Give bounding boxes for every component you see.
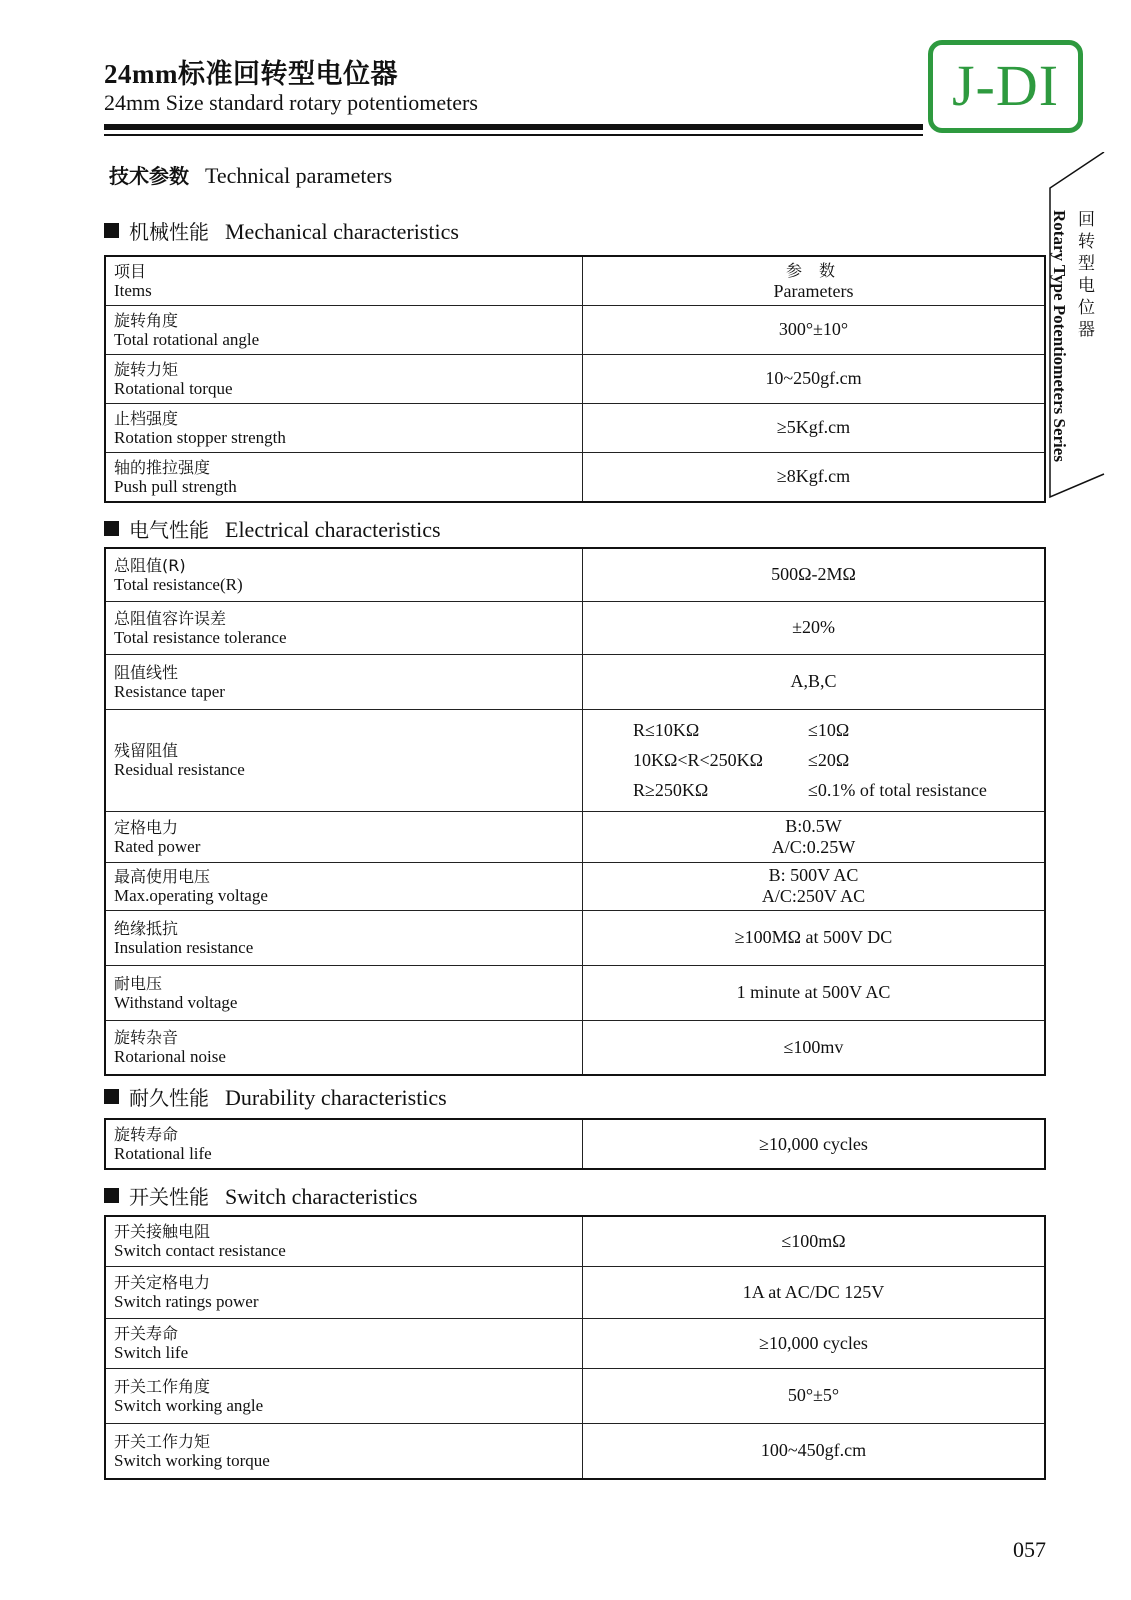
row-label-cn: 总阻值容许误差 xyxy=(114,608,227,628)
value-line: A/C:0.25W xyxy=(771,836,856,857)
brand-logo: J-DI xyxy=(928,40,1083,133)
table-row-residual xyxy=(105,709,1045,811)
row-label-en: Switch ratings power xyxy=(114,1292,259,1311)
value-line: B: 500V AC xyxy=(768,865,859,885)
table-row xyxy=(105,1119,1045,1169)
side-tab-label-cn: 回转型电位器 xyxy=(1074,210,1094,342)
row-label xyxy=(105,1119,583,1169)
table-row xyxy=(105,354,1045,403)
row-label-en: Total resistance(R) xyxy=(114,574,243,594)
row-label-en: Rotational torque xyxy=(114,378,233,398)
table-row xyxy=(105,965,1045,1020)
section-title-en: Switch characteristics xyxy=(225,1184,418,1209)
header-params-en: Parameters xyxy=(773,280,854,301)
row-value: ≥10,000 cycles xyxy=(583,1119,1046,1169)
row-value: 1 minute at 500V AC xyxy=(583,965,1046,1020)
row-label-cn: 绝缘抵抗 xyxy=(114,918,179,938)
row-label-cn: 定格电力 xyxy=(114,817,179,837)
row-value: ≤100mΩ xyxy=(583,1216,1046,1266)
row-value: 300°±10° xyxy=(583,305,1046,354)
section-title-cn: 耐久性能 xyxy=(129,1086,209,1110)
row-value xyxy=(583,862,1046,910)
table-row xyxy=(105,548,1045,601)
mechanical-table xyxy=(104,255,1046,503)
row-value: ±20% xyxy=(583,601,1046,654)
row-label xyxy=(105,452,583,502)
row-label xyxy=(105,654,583,709)
row-label-cn: 阻值线性 xyxy=(114,662,179,682)
row-label-cn: 开关定格电力 xyxy=(114,1273,211,1292)
durability-table xyxy=(104,1118,1046,1170)
row-value: ≥8Kgf.cm xyxy=(583,452,1046,502)
table-row xyxy=(105,811,1045,862)
table-row xyxy=(105,601,1045,654)
row-label-en: Rotarional noise xyxy=(114,1047,226,1067)
row-label-en: Rated power xyxy=(114,836,201,856)
table-row xyxy=(105,1020,1045,1075)
row-value xyxy=(583,811,1046,862)
residual-val: ≤0.1% of total resistance xyxy=(808,779,987,800)
row-label-cn: 最高使用电压 xyxy=(114,867,211,886)
electrical-table xyxy=(104,547,1046,1076)
row-value: 10~250gf.cm xyxy=(583,354,1046,403)
row-label-cn: 轴的推拉强度 xyxy=(114,457,211,477)
row-label xyxy=(105,354,583,403)
page-number: 057 xyxy=(1013,1537,1046,1562)
row-value: 500Ω-2MΩ xyxy=(583,548,1046,601)
row-label-en: Switch contact resistance xyxy=(114,1241,286,1261)
header-params-cn: 参 数 xyxy=(785,260,842,280)
row-value: 50°±5° xyxy=(583,1368,1046,1423)
row-label xyxy=(105,548,583,601)
residual-cond: R≤10KΩ xyxy=(633,719,700,740)
section-switch xyxy=(104,1181,417,1210)
row-value: ≥10,000 cycles xyxy=(583,1318,1046,1368)
row-label-cn: 开关接触电阻 xyxy=(114,1222,211,1242)
section-title-en: Durability characteristics xyxy=(225,1085,447,1110)
side-tab-label-en: Rotary Type Potentiometers Series xyxy=(1050,210,1069,462)
switch-table xyxy=(104,1215,1046,1480)
row-label xyxy=(105,811,583,862)
table-row xyxy=(105,1216,1045,1266)
residual-grid xyxy=(633,720,1044,801)
header-rule-thick xyxy=(104,124,923,130)
row-label xyxy=(105,862,583,910)
table-row xyxy=(105,862,1045,910)
row-label xyxy=(105,1423,583,1479)
value-line: A/C:250V AC xyxy=(761,886,866,906)
row-value: ≥5Kgf.cm xyxy=(583,403,1046,452)
row-label xyxy=(105,1020,583,1075)
value-line: B:0.5W xyxy=(785,815,842,836)
row-value: ≥100MΩ at 500V DC xyxy=(583,910,1046,965)
section-durability xyxy=(104,1082,447,1111)
table-row xyxy=(105,910,1045,965)
row-label xyxy=(105,305,583,354)
row-label xyxy=(105,1368,583,1423)
row-label-en: Push pull strength xyxy=(114,476,237,496)
section-mechanical xyxy=(104,216,459,245)
residual-cond: R≥250KΩ xyxy=(633,779,709,800)
residual-val: ≤10Ω xyxy=(808,719,850,740)
residual-cond: 10KΩ<R<250KΩ xyxy=(633,749,764,770)
row-label-en: Resistance taper xyxy=(114,681,225,701)
row-label-en: Switch life xyxy=(114,1343,189,1362)
square-bullet-icon xyxy=(104,1188,119,1203)
tech-title-cn: 技术参数 xyxy=(109,164,189,188)
table-header-row xyxy=(105,256,1045,305)
section-title-en: Mechanical characteristics xyxy=(225,219,459,244)
row-label-en: Insulation resistance xyxy=(114,937,254,957)
row-label-cn: 旋转角度 xyxy=(114,310,179,330)
row-value: 1A at AC/DC 125V xyxy=(583,1266,1046,1318)
table-row xyxy=(105,1266,1045,1318)
row-value-residual xyxy=(583,709,1046,811)
section-technical-parameters xyxy=(109,160,392,189)
tech-title-en: Technical parameters xyxy=(205,163,393,188)
row-label xyxy=(105,910,583,965)
row-label-en: Total resistance tolerance xyxy=(114,627,287,647)
table-row xyxy=(105,403,1045,452)
row-label-cn: 旋转力矩 xyxy=(114,359,179,379)
row-label-cn: 总阻值(R) xyxy=(114,555,186,575)
header-items-cn: 项目 xyxy=(114,261,147,281)
row-label xyxy=(105,601,583,654)
row-label-en: Max.operating voltage xyxy=(114,886,268,905)
row-label-cn: 残留阻值 xyxy=(114,741,179,760)
row-label-en: Rotation stopper strength xyxy=(114,427,286,447)
row-label-en: Withstand voltage xyxy=(114,992,238,1012)
header-parameters xyxy=(583,256,1046,305)
row-label-en: Switch working torque xyxy=(114,1450,270,1470)
row-label-cn: 耐电压 xyxy=(114,973,163,993)
row-label xyxy=(105,1216,583,1266)
square-bullet-icon xyxy=(104,521,119,536)
row-label-cn: 旋转寿命 xyxy=(114,1125,179,1144)
square-bullet-icon xyxy=(104,223,119,238)
row-label-en: Residual resistance xyxy=(114,760,245,779)
row-label-cn: 旋转杂音 xyxy=(114,1028,179,1048)
row-label xyxy=(105,709,583,811)
table-row xyxy=(105,305,1045,354)
row-label xyxy=(105,1266,583,1318)
page-title-en: 24mm Size standard rotary potentiometers xyxy=(104,90,478,115)
row-label xyxy=(105,403,583,452)
section-title-cn: 开关性能 xyxy=(129,1185,209,1209)
row-label-en: Rotational life xyxy=(114,1144,212,1163)
section-title-cn: 机械性能 xyxy=(129,220,209,244)
header-items-en: Items xyxy=(114,280,152,300)
table-row xyxy=(105,1318,1045,1368)
header-rule-thin xyxy=(104,134,923,136)
row-label-en: Total rotational angle xyxy=(114,329,260,349)
table-row xyxy=(105,1368,1045,1423)
section-title-cn: 电气性能 xyxy=(129,518,209,542)
row-value: A,B,C xyxy=(583,654,1046,709)
table-row xyxy=(105,1423,1045,1479)
section-title-en: Electrical characteristics xyxy=(225,517,441,542)
row-label xyxy=(105,1318,583,1368)
table-row xyxy=(105,654,1045,709)
row-label-cn: 开关工作角度 xyxy=(114,1376,211,1396)
row-label-cn: 开关寿命 xyxy=(114,1324,179,1343)
header-items xyxy=(105,256,583,305)
row-value: ≤100mv xyxy=(583,1020,1046,1075)
square-bullet-icon xyxy=(104,1089,119,1104)
row-label xyxy=(105,965,583,1020)
page-title-cn: 24mm标准回转型电位器 xyxy=(104,59,398,89)
row-label-en: Switch working angle xyxy=(114,1395,264,1415)
row-value: 100~450gf.cm xyxy=(583,1423,1046,1479)
residual-val: ≤20Ω xyxy=(808,749,850,770)
row-label-cn: 止档强度 xyxy=(114,408,179,428)
row-label-cn: 开关工作力矩 xyxy=(114,1431,211,1451)
section-electrical xyxy=(104,514,441,543)
table-row xyxy=(105,452,1045,502)
